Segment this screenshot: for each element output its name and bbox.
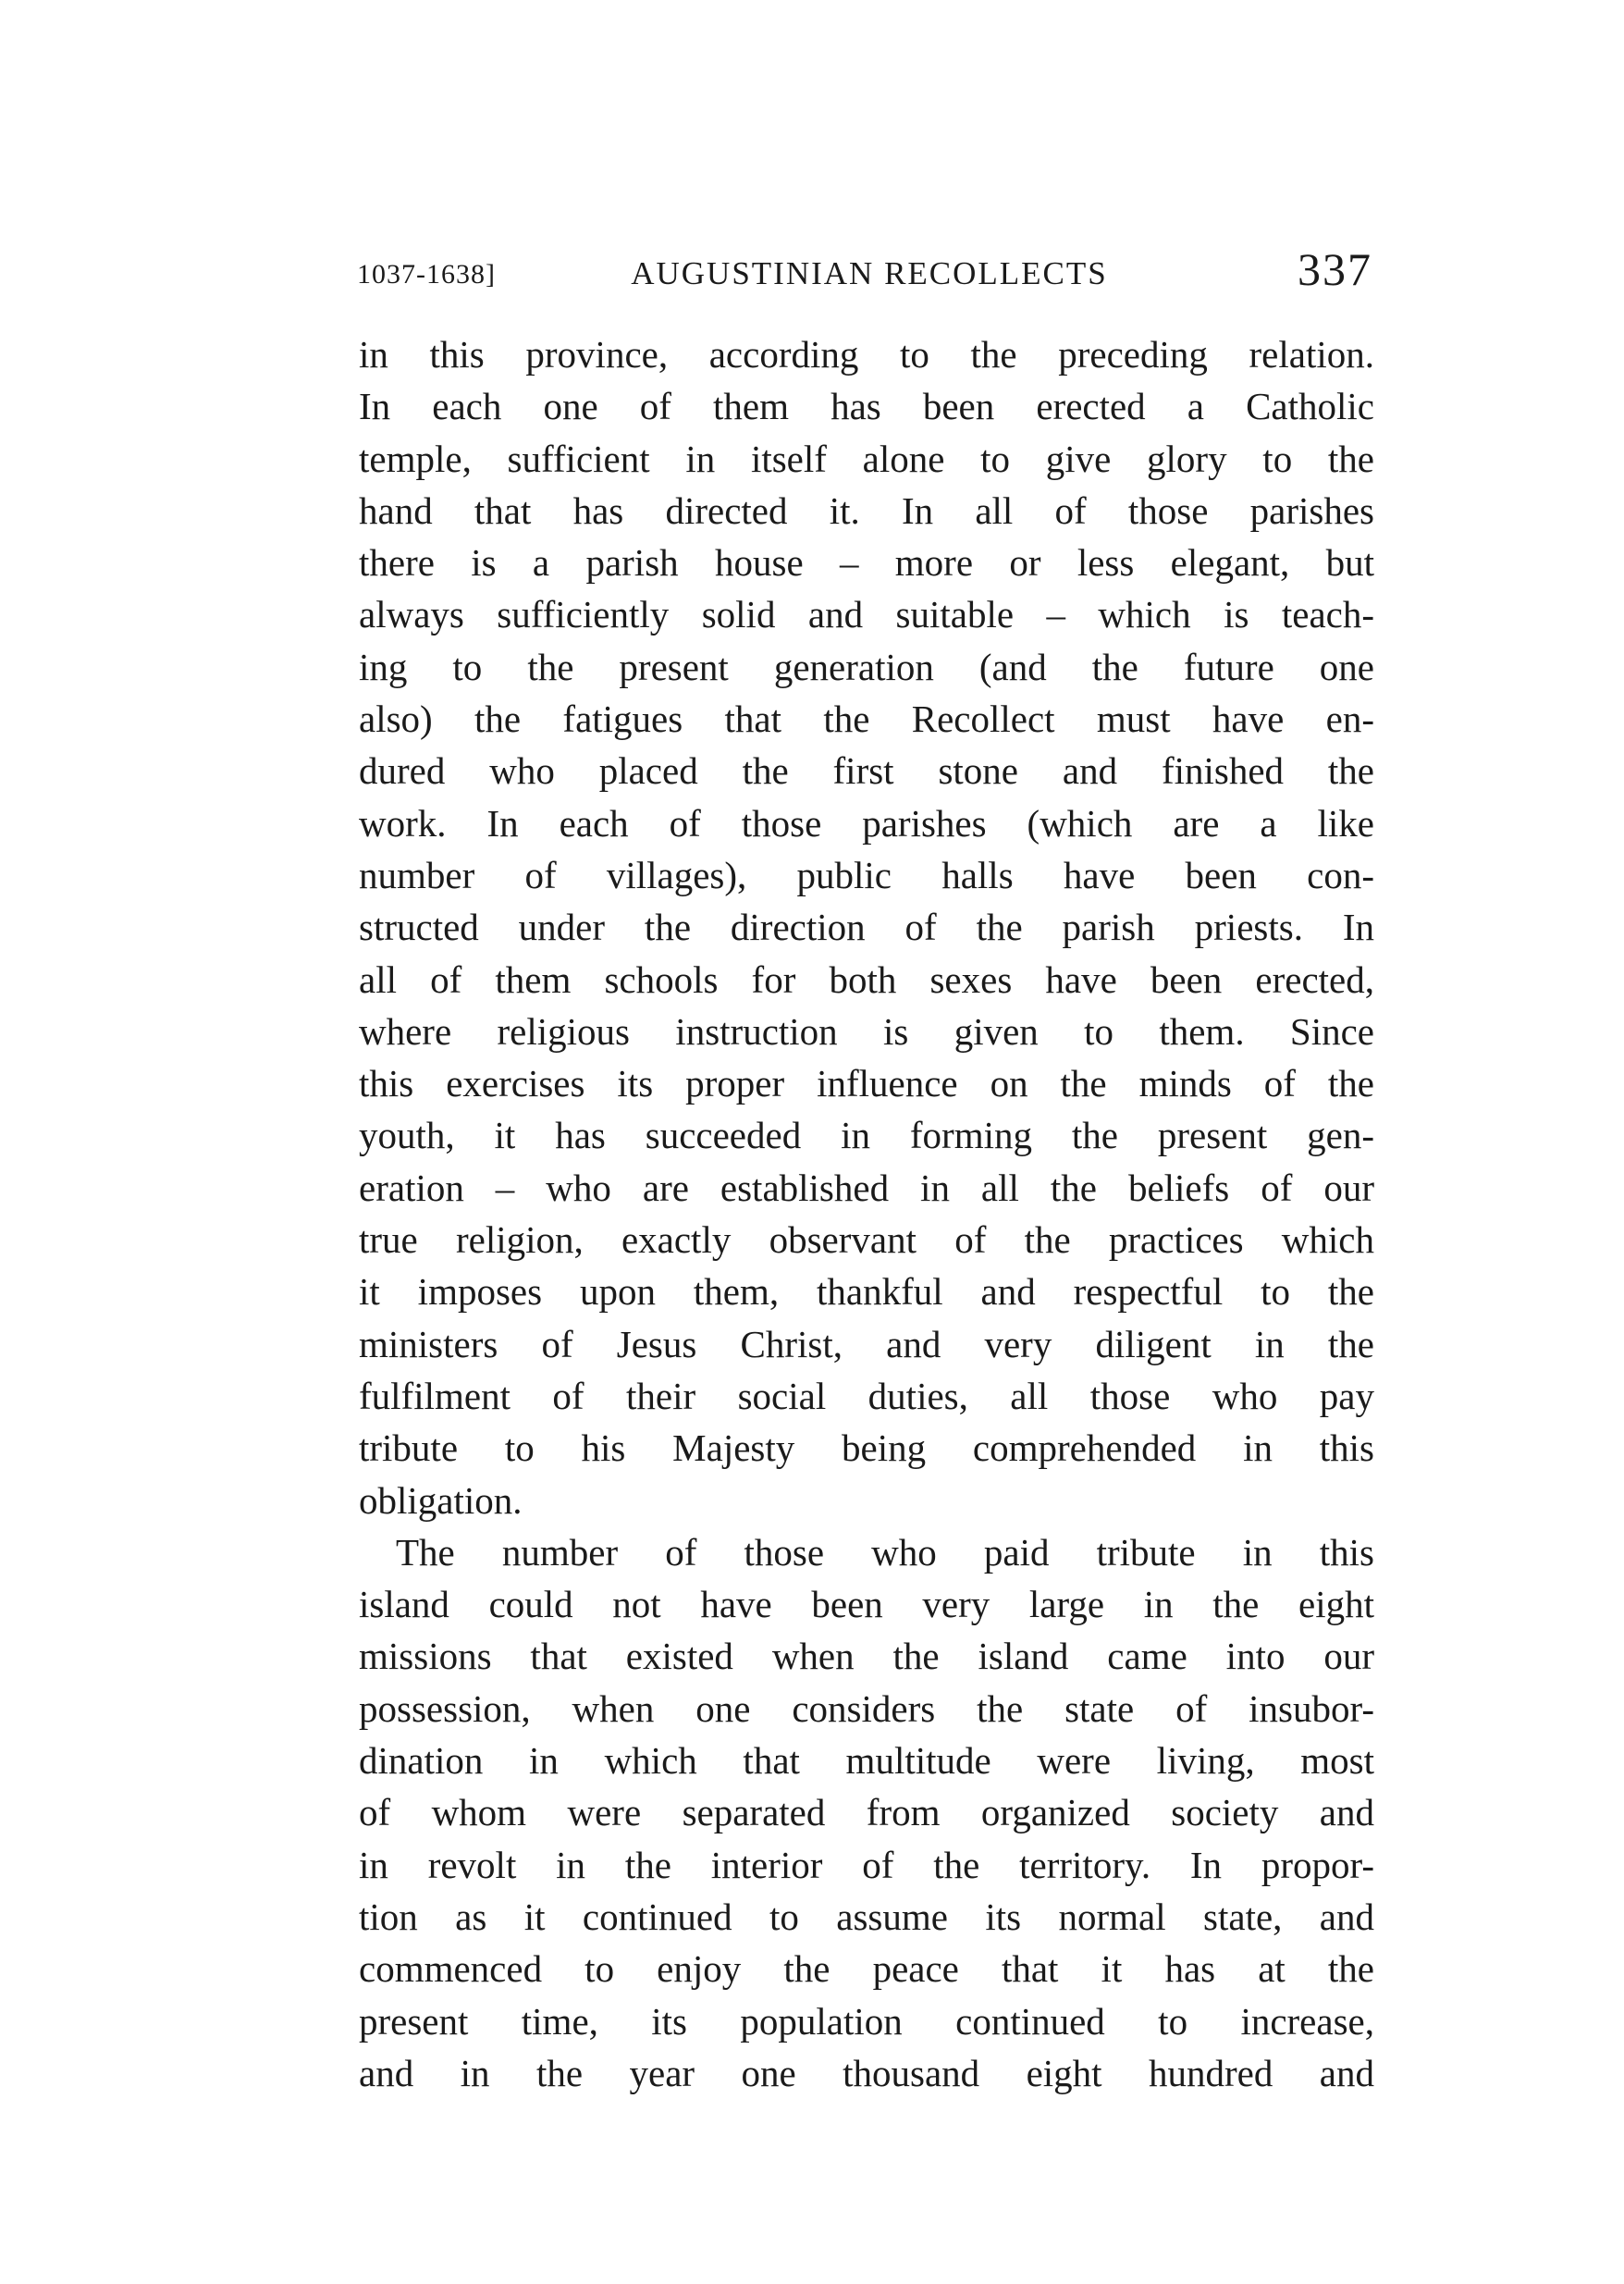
text-line: true religion, exactly observant of the practices which <box>359 1218 1374 1262</box>
text-line: there is a parish house – more or less elegant, but <box>359 541 1374 585</box>
text-line: it imposes upon them, thankful and respectful to the <box>359 1270 1374 1314</box>
text-line: dination in which that multitude were living, most <box>359 1739 1374 1783</box>
text-line: in this province, according to the preceding relation. <box>359 333 1374 376</box>
text-line: structed under the direction of the parish priests. In <box>359 906 1374 949</box>
text-line: also) the fatigues that the Recollect must have en- <box>359 698 1374 741</box>
text-line: and in the year one thousand eight hundred and <box>359 2051 1374 2094</box>
text-line: hand that has directed it. In all of those parishes <box>359 488 1374 532</box>
text-line: this exercises its proper influence on the minds of the <box>359 1062 1374 1105</box>
text-line: possession, when one considers the state of insubor- <box>359 1686 1374 1730</box>
text-line: of whom were separated from organized society and <box>359 1791 1374 1834</box>
text-line: fulfilment of their social duties, all those who pay <box>359 1374 1374 1417</box>
text-line: In each one of them has been erected a Catholic <box>359 385 1374 428</box>
text-line: ing to the present generation (and the future one <box>359 645 1374 688</box>
text-line: number of villages), public halls have been con- <box>359 853 1374 896</box>
text-line: where religious instruction is given to them. Since <box>359 1009 1374 1053</box>
page-number: 337 <box>1298 243 1372 295</box>
text-line: always sufficiently solid and suitable – which is teach- <box>359 593 1374 636</box>
text-line: all of them schools for both sexes have been erected, <box>359 957 1374 1001</box>
page-body-text <box>359 328 1374 2099</box>
text-line: ministers of Jesus Christ, and very diligent in the <box>359 1322 1374 1365</box>
text-line: work. In each of those parishes (which are a like <box>359 801 1374 845</box>
text-line: in revolt in the interior of the territory. In propor- <box>359 1843 1374 1886</box>
text-line: tribute to his Majesty being comprehended in this <box>359 1426 1374 1470</box>
text-line: eration – who are established in all the beliefs of our <box>359 1166 1374 1209</box>
running-title: AUGUSTINIAN RECOLLECTS <box>631 255 1108 291</box>
text-line: obligation. <box>359 1478 523 1522</box>
header-date-range: 1037-1638] <box>357 259 496 290</box>
text-line: tion as it continued to assume its normal state, and <box>359 1895 1374 1938</box>
text-line: The number of those who paid tribute in this <box>396 1530 1374 1574</box>
text-line: temple, sufficient in itself alone to give glory to the <box>359 437 1374 480</box>
text-line: commenced to enjoy the peace that it has at the <box>359 1947 1374 1991</box>
text-line: present time, its population continued to increase, <box>359 1999 1374 2043</box>
text-line: youth, it has succeeded in forming the present gen- <box>359 1114 1374 1157</box>
text-line: island could not have been very large in the eight <box>359 1583 1374 1626</box>
text-line: missions that existed when the island came into our <box>359 1635 1374 1678</box>
text-line: dured who placed the first stone and finished the <box>359 749 1374 793</box>
